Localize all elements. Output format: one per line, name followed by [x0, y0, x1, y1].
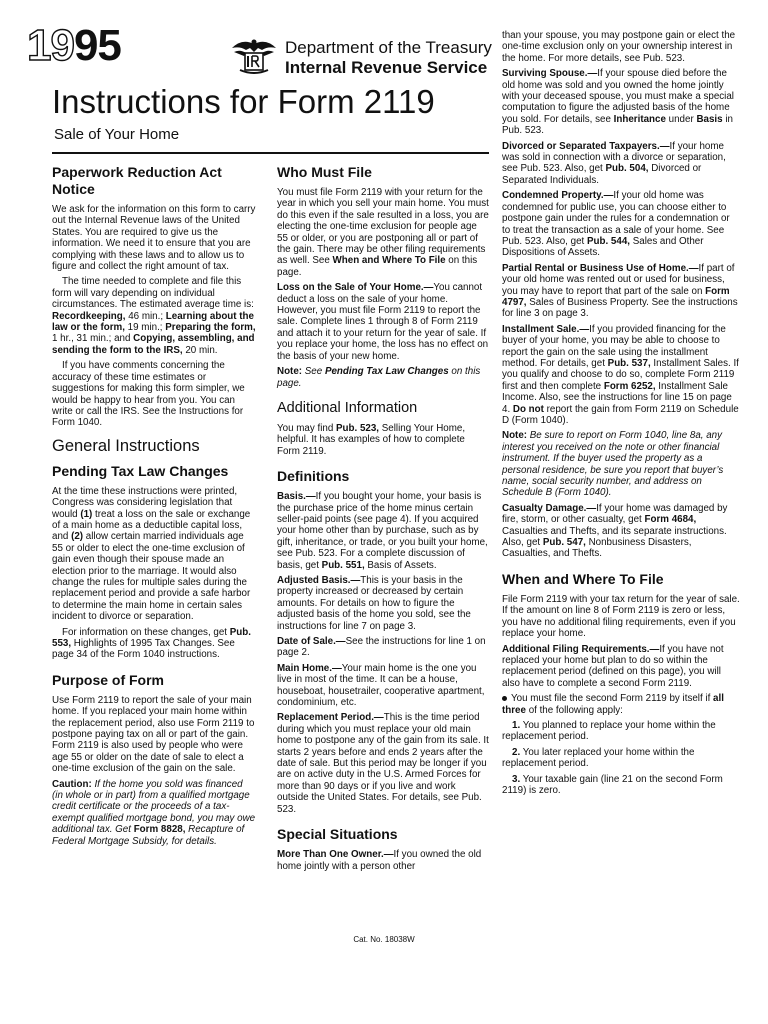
- when-where-paragraph: File Form 2119 with your tax return for the year of sale. If the amount on line 8 of Form 2119 is zero or less, you have no additional filing requirements, even if you replace your home.: [502, 593, 740, 640]
- when-where-ref: When and Where To File: [332, 255, 446, 267]
- additional-filing-paragraph: [502, 644, 740, 690]
- pub-544-ref: Pub. 544,: [586, 235, 630, 247]
- text-run: Basis of Assets.: [364, 559, 437, 571]
- text-run: report the gain from Form 2119 on Schedule D (Form 1040).: [502, 403, 739, 426]
- paperwork-paragraph-3: If you have comments concerning the accuracy of these time estimates or suggestions for making this form simpler, we would be happy to hear from you. You can write or call the IRS. See the Instructions for Form 1040.: [52, 360, 245, 429]
- note-paragraph: [277, 366, 489, 389]
- item-number: 3.: [512, 773, 521, 785]
- when-where-heading: When and Where To File: [502, 570, 664, 587]
- column-2: [277, 160, 489, 876]
- additional-filing-label: Additional Filing Requirements.—: [502, 643, 660, 655]
- preparing-time: 1 hr., 31 min.; and: [52, 333, 134, 345]
- loss-paragraph: [277, 282, 489, 362]
- item-number: 2.: [512, 746, 521, 758]
- catalog-number: Cat. No. 18038W: [353, 935, 415, 944]
- pending-changes-heading: Pending Tax Law Changes: [52, 462, 229, 479]
- item-marker: (2): [71, 531, 84, 543]
- pending-paragraph-1: [52, 486, 256, 623]
- text-run: Your taxable gain (line 21 on the second Form 2119) is zero.: [502, 773, 723, 796]
- page-title: Instructions for Form 2119: [52, 83, 435, 120]
- text-run: If you have not replaced your home but plan to do so within the replacement period (defined on this page), you will also have to complete a second Form 2119.: [502, 643, 724, 689]
- condemned-paragraph: [502, 190, 740, 258]
- header-rule: [52, 152, 489, 154]
- note-label: Note:: [502, 430, 528, 442]
- paperwork-heading: Paperwork Reduction Act Notice: [52, 164, 222, 197]
- learning-time: 19 min.;: [124, 322, 166, 334]
- text-run: Highlights of 1995 Tax Changes. See page 34 of the Form 1040 instructions.: [52, 638, 235, 661]
- numbered-item-3: [502, 774, 740, 797]
- all-three-emphasis: all three: [502, 693, 724, 716]
- replacement-period-label: Replacement Period.—: [277, 712, 384, 724]
- text-run: allow certain married individuals age 55 or older to elect the one-time exclusion of gain even though their spouse made an election prior to the marriage. It would also change the rules for multiple sales during the replacement period and provide a safe harbor to determine the main home in certain sales incident to divorce or separation.: [52, 531, 251, 623]
- pub-547-ref: Pub. 547,: [542, 537, 586, 549]
- recordkeeping-label: Recordkeeping,: [52, 310, 126, 322]
- note-label: Note:: [277, 366, 303, 378]
- page-subtitle: Sale of Your Home: [54, 126, 180, 143]
- pub-537-ref: Pub. 537,: [607, 357, 651, 369]
- installment-sale-paragraph: [502, 324, 740, 427]
- surviving-spouse-label: Surviving Spouse.—: [502, 68, 598, 80]
- replacement-period-paragraph: [277, 712, 489, 815]
- basis-label: Basis.—: [277, 491, 316, 503]
- text-run: Selling Your Home, helpful. It has examples of how to complete Form 2119.: [277, 422, 466, 457]
- text-run: If part of your old home was rented out or used for business, you may have to report that part of the sale on: [502, 262, 735, 297]
- form-6252-ref: Form 6252,: [603, 380, 656, 392]
- text-run: This is your basis in the property increased or decreased by certain amounts. For details on how to figure the adjusted basis of the home you sold, see the instructions for line 7 on page 3.: [277, 574, 471, 632]
- text-run: For information on these changes, get: [62, 626, 230, 638]
- form-8828-ref: Form 8828,: [133, 824, 186, 836]
- pub-523-ref: Pub. 523,: [336, 422, 380, 434]
- adjusted-basis-label: Adjusted Basis.—: [277, 574, 361, 586]
- general-instructions-heading: General Instructions: [52, 436, 200, 455]
- column-3: [502, 30, 740, 800]
- casualty-label: Casualty Damage.—: [502, 502, 597, 514]
- date-of-sale-label: Date of Sale.—: [277, 636, 346, 647]
- paperwork-paragraph-1: We ask for the information on this form to carry out the Internal Revenue laws of the United States. You are required to give us the information. We need it to ensure that you are complying with these laws and to allow us to figure and collect the right amount of tax.: [52, 204, 256, 273]
- pub-553-ref: Pub. 553,: [52, 626, 251, 649]
- who-paragraph: [277, 187, 489, 278]
- owner-continued-paragraph: than your spouse, you may postpone gain or elect the one-time exclusion only on your ownership interest in the home. For more details, see Pub. 523.: [502, 30, 736, 64]
- basis-paragraph: [277, 491, 489, 571]
- additional-paragraph: [277, 423, 489, 457]
- text-run: If you owned the old home jointly with a person other: [277, 849, 482, 872]
- text-run: At the time these instructions were printed, Congress was considering legislation that would: [52, 485, 238, 520]
- text-run: Be sure to report on Form 1040, line 8a, any interest you received on the note or other financial instrument. If the buyer used the property as a personal residence, be sure you report that buyer’s name, social security number, and address on Schedule B (Form 1040).: [502, 430, 724, 499]
- pub-504-ref: Pub. 504,: [605, 163, 649, 175]
- text-run: You may find: [277, 422, 337, 434]
- more-than-one-owner-paragraph: [277, 849, 489, 872]
- copying-time: 20 min.: [182, 344, 218, 356]
- text-run: Installment Sales. If you qualify and choose to do so, complete Form 2119 first and then complete: [502, 357, 739, 392]
- text-run: If your home was damaged by fire, storm, or other casualty, get: [502, 502, 728, 526]
- pending-paragraph-2: [52, 627, 256, 661]
- partial-rental-paragraph: [502, 263, 740, 320]
- column-1: [52, 160, 256, 851]
- text-run: on this page.: [277, 255, 478, 278]
- irs-eagle-logo-icon: [228, 34, 280, 78]
- inheritance-ref: Inheritance: [613, 113, 666, 125]
- text-run: Sales and Other Dispositions of Assets.: [502, 235, 704, 259]
- year-bold-digits: 95: [73, 21, 121, 70]
- text-run: If your old home was condemned for public use, you can choose either to postpone gain under the rules for a condemnation or to treat the transaction as a sale of your home. See Pub. 523. Also, get: [502, 190, 730, 247]
- text-run: You planned to replace your home within the replacement period.: [502, 719, 716, 743]
- installment-label: Installment Sale.—: [502, 323, 590, 335]
- caution-label: Caution:: [52, 778, 92, 790]
- bullet-icon: [502, 696, 507, 701]
- form-4797-ref: Form 4797,: [502, 285, 730, 308]
- text-run: Divorced or Separated Individuals.: [502, 163, 702, 186]
- preparing-label: Preparing the form,: [165, 322, 256, 334]
- partial-rental-label: Partial Rental or Business Use of Home.—: [502, 262, 699, 274]
- copying-label: Copying, assembling, and sending the form to the IRS,: [52, 333, 255, 356]
- recordkeeping-time: 46 min.;: [125, 310, 166, 322]
- text-run: See the instructions for line 1 on page 2.: [277, 636, 486, 659]
- text-run: in Pub. 523.: [502, 113, 733, 137]
- paperwork-paragraph-2: [52, 276, 256, 356]
- text-run: Installment Sale Income. Also, see the instructions for line 15 on page 4.: [502, 380, 732, 415]
- owner-label: More Than One Owner.—: [277, 849, 394, 861]
- form-4684-ref: Form 4684,: [644, 514, 697, 526]
- text-run: The time needed to complete and file this form will vary depending on individual circumstances. The estimated average time is:: [52, 276, 254, 311]
- text-run: You must file the second Form 2119 by itself if: [511, 693, 714, 705]
- text-run: on this page.: [277, 366, 481, 389]
- text-run: Nonbusiness Disasters, Casualties, and Thefts.: [502, 537, 692, 560]
- adjusted-basis-paragraph: [277, 575, 489, 632]
- item-marker: (1): [80, 508, 93, 520]
- bullet-paragraph: [502, 693, 740, 716]
- additional-info-heading: Additional Information: [277, 399, 418, 416]
- text-run: See: [302, 366, 325, 378]
- numbered-item-2: [502, 747, 740, 770]
- casualty-paragraph: [502, 503, 740, 560]
- text-run: You cannot deduct a loss on the sale of your home. However, you must file Form 2119 to report the sale. Complete lines 1 through 8 of Form 2119 and attach it to your return for the year of sale. If you replace your home, the loss has no effect on the basis of your new home.: [277, 282, 489, 362]
- text-run: treat a loss on the sale or exchange of a main home as a deductible capital loss, and: [52, 508, 251, 543]
- condemned-label: Condemned Property.—: [502, 190, 614, 202]
- caution-paragraph: [52, 779, 256, 847]
- text-run: If you bought your home, your basis is the purchase price of the home minus certain seller-paid points (see page 4). If you acquired your home other than by purchase, such as by gift, inheritance, or trade, or you built your home, see Pub. 523. For a complete discussion of basis, get: [277, 491, 488, 571]
- definitions-heading: Definitions: [277, 468, 350, 485]
- text-run: under: [665, 113, 697, 125]
- item-number: 1.: [512, 719, 521, 731]
- who-must-file-heading: Who Must File: [277, 164, 372, 180]
- text-run: Casualties and Thefts, and its separate instructions. Also, get: [502, 525, 727, 549]
- text-run: You must file Form 2119 with your return for the year in which you sell your main home. You must do this even if the sale resulted in a loss, you are electing the one-time exclusion for people age 55 or older, or you are postponing all or part of the gain. There may be other filing requirements as well. See: [277, 187, 489, 267]
- date-of-sale-paragraph: [277, 636, 489, 659]
- basis-ref: Basis: [696, 113, 723, 125]
- text-run: If the home you sold was financed (in whole or in part) from a qualified mortgage credit certificate or the proceeds of a tax-exempt qualified mortgage bond, you may owe additional tax. Get: [52, 778, 256, 836]
- interest-note-paragraph: [502, 430, 740, 498]
- divorced-label: Divorced or Separated Taxpayers.—: [502, 140, 670, 152]
- numbered-item-1: [502, 720, 740, 743]
- form-year: [27, 21, 121, 70]
- do-not-emphasis: Do not: [512, 403, 544, 415]
- text-run: Recapture of Federal Mortgage Subsidy, for details.: [52, 824, 245, 847]
- text-run: This is the time period during which you must replace your old main home to postpone any of the gain from its sale. It starts 2 years before and ends 2 years after the date of sale. But this period may be longer if you are on active duty in the U.S. Armed Forces for more than 90 days or if you live and work outside the United States. For details, see Pub. 523.: [277, 712, 489, 815]
- pending-ref: Pending Tax Law Changes: [324, 366, 449, 378]
- service-name: Internal Revenue Service: [285, 58, 488, 77]
- loss-label: Loss on the Sale of Your Home.—: [277, 282, 434, 294]
- purpose-paragraph: Use Form 2119 to report the sale of your main home. If you replaced your main home within the replacement period, also use Form 2119 to postpone paying tax on all or part of the gain. Form 2119 is also used by people who were age 55 or older on the date of sale to elect a one-time exclusion of the gain on the sale.: [52, 694, 255, 775]
- text-run: Sales of Business Property. See the instructions for line 3 on page 3.: [502, 296, 738, 320]
- learning-label: Learning about the law or the form,: [52, 310, 254, 334]
- surviving-spouse-paragraph: [502, 68, 740, 136]
- text-run: If your home was sold in connection with a divorce or separation, see Pub. 523. Also, get: [502, 140, 726, 175]
- text-run: If you provided financing for the buyer of your home, you may be able to choose to report the gain on the sale using the installment method. For details, get: [502, 323, 726, 369]
- text-run: Your main home is the one you live in most of the time. It can be a house, houseboat, housetrailer, cooperative apartment, condominium, etc.: [277, 662, 485, 709]
- pub-551-ref: Pub. 551,: [321, 559, 365, 571]
- purpose-heading: Purpose of Form: [52, 671, 165, 688]
- special-situations-heading: Special Situations: [277, 826, 398, 843]
- main-home-label: Main Home.—: [277, 662, 342, 674]
- divorced-paragraph: [502, 141, 740, 187]
- main-home-paragraph: [277, 663, 489, 709]
- year-outline-digits: 19: [27, 21, 74, 70]
- text-run: If your spouse died before the old home was sold and you owned the home jointly with your deceased spouse, you must make a special computation to figure the adjusted basis of the home you sold. For details, see: [502, 68, 734, 125]
- agency-name: Department of the Treasury: [285, 38, 492, 57]
- text-run: of the following apply:: [525, 704, 623, 716]
- text-run: You later replaced your home within the replacement period.: [502, 746, 695, 770]
